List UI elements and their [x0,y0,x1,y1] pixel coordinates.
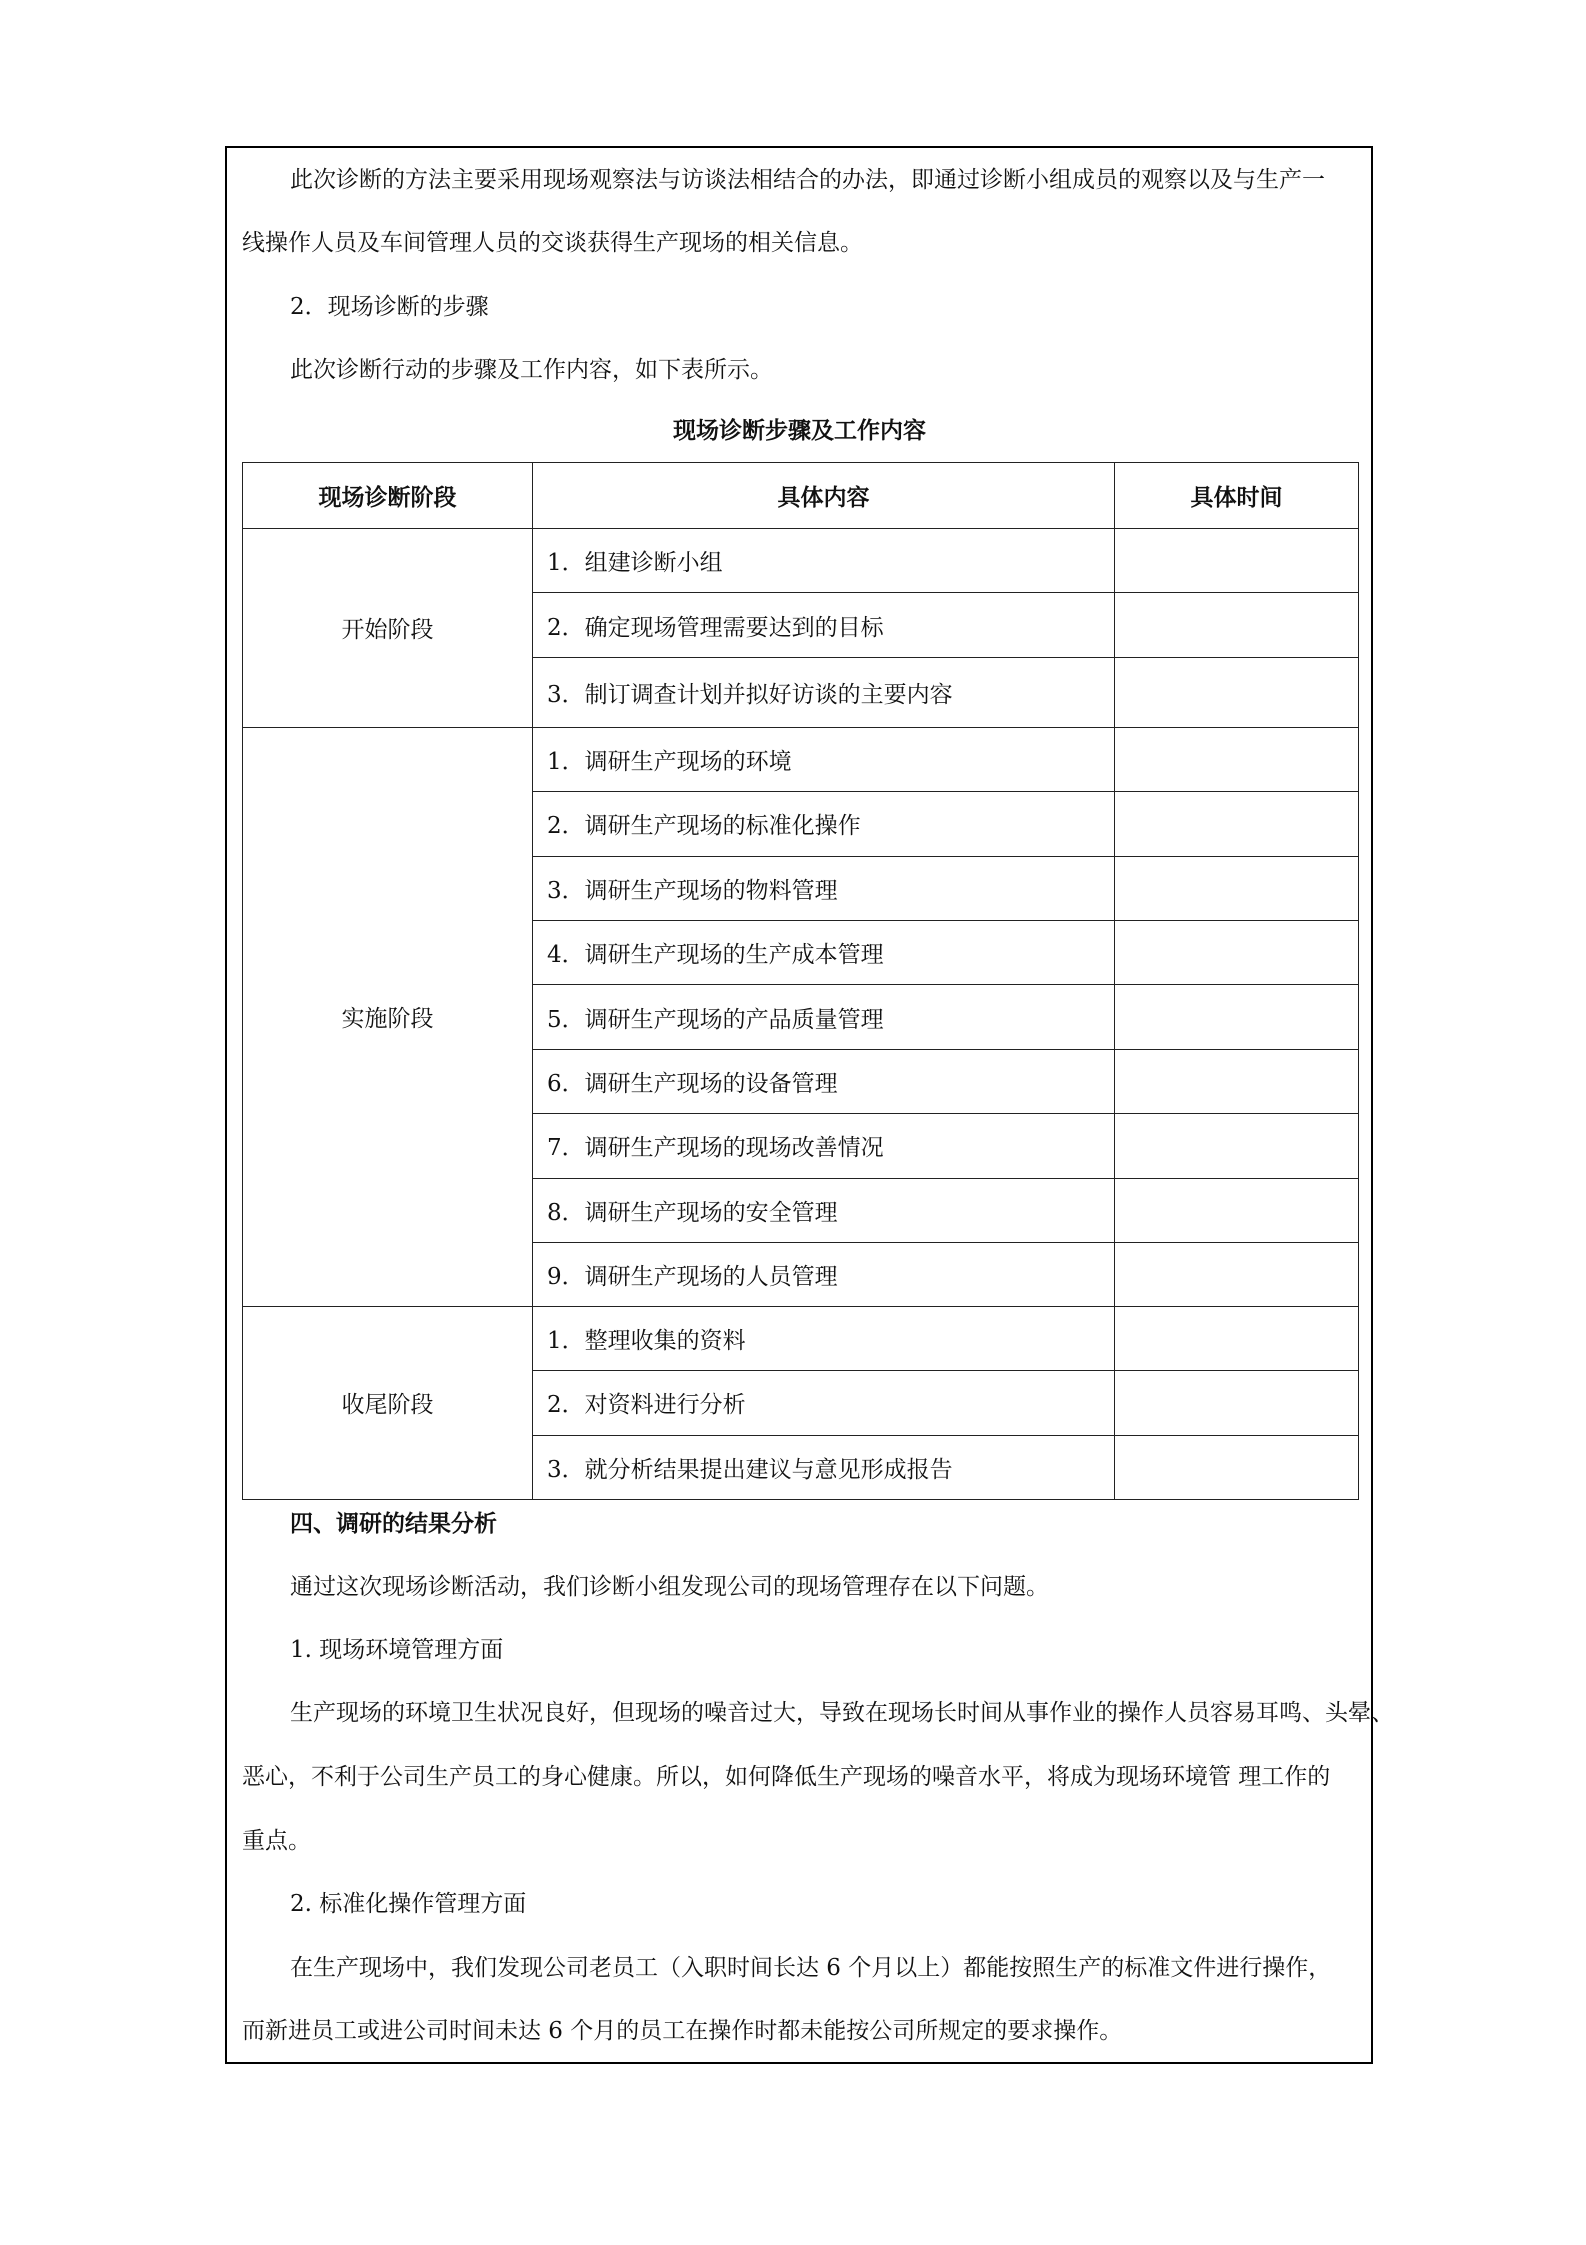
table-title: 现场诊断步骤及工作内容 [673,418,926,444]
paragraph-method-line1: 此次诊断的方法主要采用现场观察法与访谈法相结合的办法，即通过诊断小组成员的观察以及与生产一 [290,167,1325,193]
header-content: 具体内容 [533,463,1115,529]
time-cell [1115,657,1359,727]
stage-cell: 开始阶段 [243,529,533,728]
time-cell [1115,1242,1359,1306]
environment-line1: 生产现场的环境卫生状况良好，但现场的噪音过大，导致在现场长时间从事作业的操作人员容易耳鸣、头晕、 [290,1700,1394,1726]
steps-table [242,462,1359,1500]
content-cell: 1．组建诊断小组 [533,529,1115,593]
time-cell [1115,856,1359,920]
time-cell [1115,1178,1359,1242]
content-cell: 3．调研生产现场的物料管理 [533,856,1115,920]
subheading-standardization: 2. 标准化操作管理方面 [290,1891,527,1917]
environment-line3: 重点。 [242,1828,311,1854]
time-cell [1115,920,1359,984]
time-cell [1115,1049,1359,1113]
step-heading: 2．现场诊断的步骤 [290,294,489,320]
table-row [243,1306,1359,1370]
content-cell: 1．调研生产现场的环境 [533,727,1115,791]
header-stage: 现场诊断阶段 [243,463,533,529]
content-cell: 8．调研生产现场的安全管理 [533,1178,1115,1242]
content-cell: 7．调研生产现场的现场改善情况 [533,1114,1115,1178]
table-row [243,727,1359,791]
results-intro: 通过这次现场诊断活动，我们诊断小组发现公司的现场管理存在以下问题。 [290,1574,1049,1600]
time-cell [1115,1435,1359,1499]
content-cell: 4．调研生产现场的生产成本管理 [533,920,1115,984]
paragraph-method-line2: 线操作人员及车间管理人员的交谈获得生产现场的相关信息。 [242,230,863,256]
content-cell: 2．确定现场管理需要达到的目标 [533,593,1115,657]
time-cell [1115,1306,1359,1370]
environment-line2: 恶心，不利于公司生产员工的身心健康。所以，如何降低生产现场的噪音水平，将成为现场环境管 理工作的 [242,1764,1331,1790]
stage-cell: 收尾阶段 [243,1306,533,1499]
content-cell: 1．整理收集的资料 [533,1306,1115,1370]
time-cell [1115,529,1359,593]
header-time: 具体时间 [1115,463,1359,529]
time-cell [1115,593,1359,657]
content-cell: 3．就分析结果提出建议与意见形成报告 [533,1435,1115,1499]
time-cell [1115,985,1359,1049]
content-cell: 2．调研生产现场的标准化操作 [533,792,1115,856]
table-header-row [243,463,1359,529]
time-cell [1115,727,1359,791]
content-cell: 6．调研生产现场的设备管理 [533,1049,1115,1113]
standardization-line2: 而新进员工或进公司时间未达 6 个月的员工在操作时都未能按公司所规定的要求操作。 [242,2018,1123,2044]
section-heading-results: 四、调研的结果分析 [290,1511,497,1537]
time-cell [1115,792,1359,856]
content-cell: 2．对资料进行分析 [533,1371,1115,1435]
content-cell: 9．调研生产现场的人员管理 [533,1242,1115,1306]
table-row [243,529,1359,593]
time-cell [1115,1371,1359,1435]
standardization-line1: 在生产现场中，我们发现公司老员工（入职时间长达 6 个月以上）都能按照生产的标准文件进行操作， [290,1955,1332,1981]
content-cell: 5．调研生产现场的产品质量管理 [533,985,1115,1049]
stage-cell: 实施阶段 [243,727,533,1306]
time-cell [1115,1114,1359,1178]
content-cell: 3．制订调查计划并拟好访谈的主要内容 [533,657,1115,727]
paragraph-steps-intro: 此次诊断行动的步骤及工作内容，如下表所示。 [290,357,773,383]
subheading-environment: 1. 现场环境管理方面 [290,1637,504,1663]
